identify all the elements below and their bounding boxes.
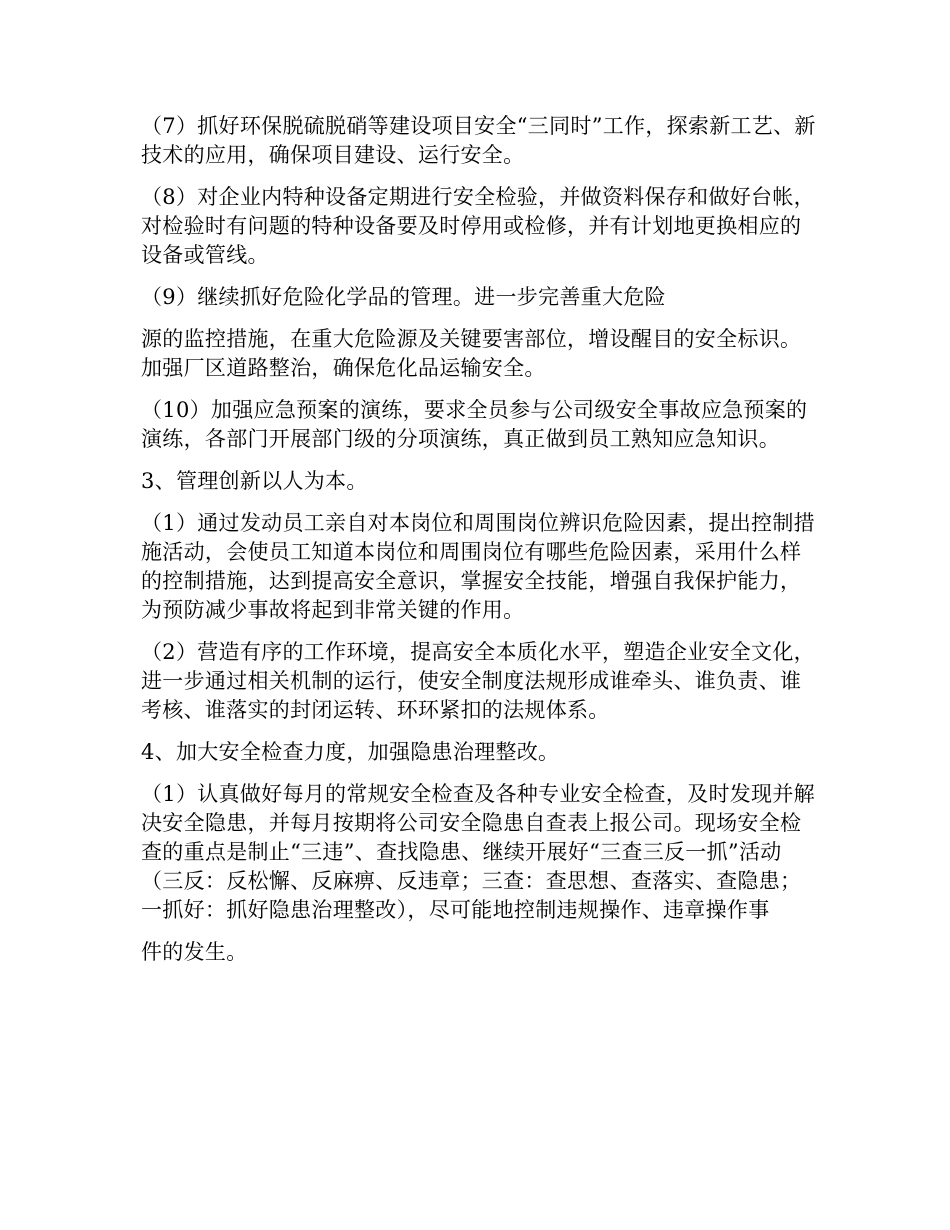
section-heading-3: 3、管理创新以人为本。	[141, 469, 368, 493]
paragraph-item-7: （7）抓好环保脱硫脱硝等建设项目安全“三同时”工作，探索新工艺、新技术的应用，确保项目建设、运行安全。	[141, 114, 816, 167]
paragraph-item-9-part-1: （9）继续抓好危险化学品的管理。进一步完善重大危险	[141, 285, 666, 309]
paragraph-section-4-item-1-continued: 件的发生。	[141, 940, 248, 964]
paragraph-section-3-item-1: （1）通过发动员工亲自对本岗位和周围岗位辨识危险因素，提出控制措施活动，会使员工知道本岗位和周围岗位有哪些危险因素，采用什么样的控制措施，达到提高安全意识，掌握安全技能，增强自我保护能力，为预防减少事故将起到非常关键的作用。	[141, 511, 815, 622]
document-body	[141, 112, 821, 980]
paragraph-item-9-part-2: 源的监控措施，在重大危险源及关键要害部位，增设醒目的安全标识。加强厂区道路整治，确保危化品运输安全。	[141, 327, 802, 380]
paragraph-item-8: （8）对企业内特种设备定期进行安全检验，并做资料保存和做好台帐，对检验时有问题的特种设备要及时停用或检修，并有计划地更换相应的设备或管线。	[141, 185, 815, 267]
paragraph-item-10: （10）加强应急预案的演练，要求全员参与公司级安全事故应急预案的演练，各部门开展部门级的分项演练，真正做到员工熟知应急知识。	[141, 398, 808, 451]
paragraph-section-4-item-1: （1）认真做好每月的常规安全检查及各种专业安全检查，及时发现并解决安全隐患，并每月按期将公司安全隐患自查表上报公司。现场安全检查的重点是制止“三违”、查找隐患、继续开展好“三查三反一抓”活动（三反：反松懈、反麻痹、反违章；三查：查思想、查落实、查隐患；一抓好：抓好隐患治理整改），尽可能地控制违规操作、违章操作事	[141, 782, 815, 922]
paragraph-section-3-item-2: （2）营造有序的工作环境，提高安全本质化水平，塑造企业安全文化，进一步通过相关机制的运行，使安全制度法规形成谁牵头、谁负责、谁考核、谁落实的封闭运转、环环紧扣的法规体系。	[141, 640, 815, 722]
section-heading-4: 4、加大安全检查力度，加强隐患治理整改。	[141, 740, 560, 764]
